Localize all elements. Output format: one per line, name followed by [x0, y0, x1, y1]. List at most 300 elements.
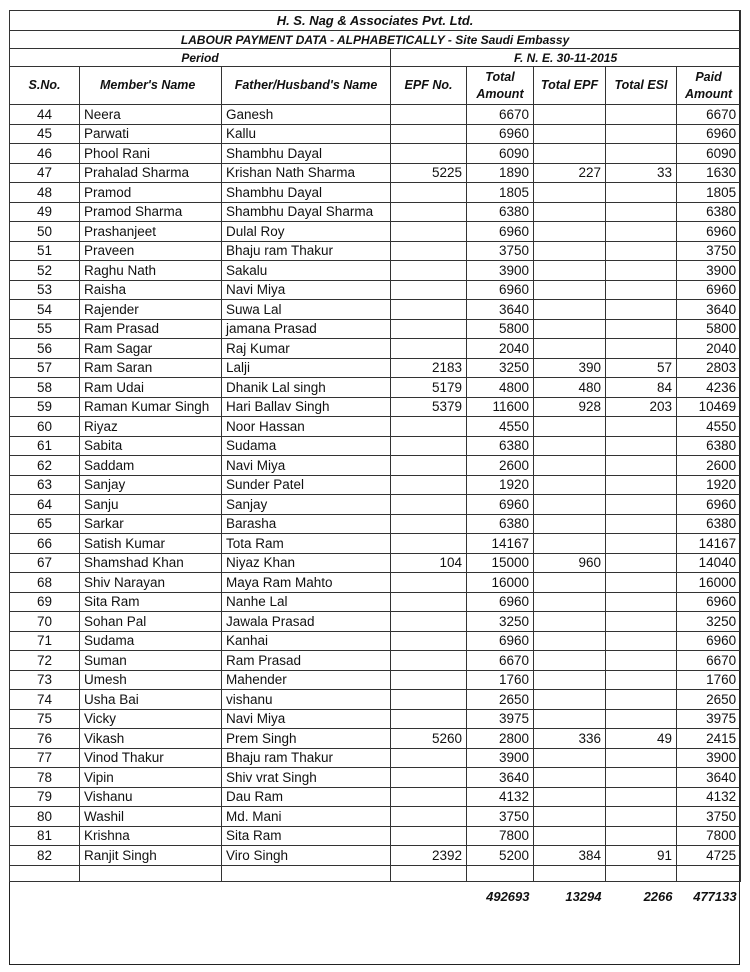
- row-paid-amount: 14040: [677, 553, 741, 573]
- row-sno: 48: [10, 183, 80, 203]
- row-total-epf: [534, 144, 606, 164]
- row-member-name: Vipin: [80, 768, 222, 788]
- row-total-amount: 6090: [467, 144, 534, 164]
- row-father-name: Sita Ram: [222, 826, 391, 846]
- table-row: [10, 163, 741, 183]
- row-epf-no: [391, 709, 467, 729]
- row-member-name: Ram Udai: [80, 378, 222, 398]
- row-member-name: Ram Prasad: [80, 319, 222, 339]
- row-sno: 77: [10, 748, 80, 768]
- row-father-name: Sunder Patel: [222, 475, 391, 495]
- row-paid-amount: 3900: [677, 261, 741, 281]
- row-paid-amount: 4725: [677, 846, 741, 866]
- row-epf-no: [391, 300, 467, 320]
- row-total-amount: 1760: [467, 670, 534, 690]
- row-total-amount: 6380: [467, 436, 534, 456]
- row-paid-amount: 10469: [677, 397, 741, 417]
- row-father-name: Shiv vrat Singh: [222, 768, 391, 788]
- row-epf-no: [391, 612, 467, 632]
- table-row: [10, 475, 741, 495]
- row-epf-no: [391, 787, 467, 807]
- row-total-amount: 2040: [467, 339, 534, 359]
- row-member-name: Usha Bai: [80, 690, 222, 710]
- row-total-esi: [606, 475, 677, 495]
- row-sno: 76: [10, 729, 80, 749]
- row-paid-amount: 2415: [677, 729, 741, 749]
- row-sno: 80: [10, 807, 80, 827]
- row-epf-no: [391, 222, 467, 242]
- row-total-epf: [534, 475, 606, 495]
- row-father-name: Ram Prasad: [222, 651, 391, 671]
- row-total-epf: [534, 417, 606, 437]
- row-paid-amount: 6380: [677, 514, 741, 534]
- table-row: [10, 280, 741, 300]
- row-total-esi: [606, 241, 677, 261]
- row-father-name: Ganesh: [222, 105, 391, 125]
- row-total-esi: [606, 553, 677, 573]
- row-member-name: Ram Saran: [80, 358, 222, 378]
- row-total-esi: 91: [606, 846, 677, 866]
- row-paid-amount: 6670: [677, 651, 741, 671]
- row-total-epf: [534, 105, 606, 125]
- row-epf-no: [391, 690, 467, 710]
- row-total-amount: 11600: [467, 397, 534, 417]
- row-total-epf: [534, 261, 606, 281]
- row-father-name: Krishan Nath Sharma: [222, 163, 391, 183]
- row-paid-amount: 6960: [677, 222, 741, 242]
- row-epf-no: [391, 417, 467, 437]
- row-father-name: Md. Mani: [222, 807, 391, 827]
- total-epf-sum: 13294: [534, 881, 606, 911]
- row-member-name: Prashanjeet: [80, 222, 222, 242]
- row-father-name: Sudama: [222, 436, 391, 456]
- row-epf-no: 2392: [391, 846, 467, 866]
- row-total-esi: [606, 183, 677, 203]
- row-member-name: Ram Sagar: [80, 339, 222, 359]
- row-epf-no: 104: [391, 553, 467, 573]
- row-total-epf: [534, 670, 606, 690]
- row-member-name: Riyaz: [80, 417, 222, 437]
- table-row: [10, 709, 741, 729]
- table-row: [10, 631, 741, 651]
- row-total-esi: [606, 787, 677, 807]
- row-epf-no: 5260: [391, 729, 467, 749]
- row-paid-amount: 6960: [677, 631, 741, 651]
- row-sno: 45: [10, 124, 80, 144]
- row-paid-amount: 14167: [677, 534, 741, 554]
- row-total-esi: [606, 417, 677, 437]
- row-total-amount: 15000: [467, 553, 534, 573]
- row-total-epf: [534, 592, 606, 612]
- row-total-amount: 3250: [467, 612, 534, 632]
- row-paid-amount: 3900: [677, 748, 741, 768]
- row-total-epf: [534, 514, 606, 534]
- table-row: [10, 397, 741, 417]
- row-total-epf: 390: [534, 358, 606, 378]
- row-total-epf: [534, 495, 606, 515]
- row-sno: 74: [10, 690, 80, 710]
- row-member-name: Pramod: [80, 183, 222, 203]
- row-total-esi: [606, 651, 677, 671]
- row-total-esi: [606, 534, 677, 554]
- row-total-epf: 384: [534, 846, 606, 866]
- row-total-amount: 3975: [467, 709, 534, 729]
- row-total-amount: 4550: [467, 417, 534, 437]
- row-total-epf: [534, 787, 606, 807]
- row-total-esi: [606, 339, 677, 359]
- row-sno: 55: [10, 319, 80, 339]
- row-member-name: Praveen: [80, 241, 222, 261]
- row-epf-no: 5225: [391, 163, 467, 183]
- row-member-name: Rajender: [80, 300, 222, 320]
- row-epf-no: [391, 651, 467, 671]
- row-total-amount: 6960: [467, 124, 534, 144]
- row-sno: 63: [10, 475, 80, 495]
- table-row: [10, 261, 741, 281]
- row-member-name: Umesh: [80, 670, 222, 690]
- row-total-amount: 3750: [467, 807, 534, 827]
- row-paid-amount: 16000: [677, 573, 741, 593]
- row-father-name: Shambhu Dayal Sharma: [222, 202, 391, 222]
- table-row: [10, 612, 741, 632]
- row-sno: 66: [10, 534, 80, 554]
- row-father-name: Bhaju ram Thakur: [222, 748, 391, 768]
- row-total-esi: [606, 144, 677, 164]
- table-row: [10, 495, 741, 515]
- row-father-name: Sanjay: [222, 495, 391, 515]
- row-father-name: jamana Prasad: [222, 319, 391, 339]
- row-paid-amount: 6380: [677, 436, 741, 456]
- row-sno: 59: [10, 397, 80, 417]
- row-sno: 72: [10, 651, 80, 671]
- row-total-amount: 6670: [467, 651, 534, 671]
- row-total-epf: 336: [534, 729, 606, 749]
- row-epf-no: [391, 631, 467, 651]
- row-epf-no: [391, 807, 467, 827]
- row-sno: 61: [10, 436, 80, 456]
- row-epf-no: [391, 241, 467, 261]
- spacer-row: [10, 865, 741, 881]
- row-paid-amount: 2803: [677, 358, 741, 378]
- table-row: [10, 202, 741, 222]
- row-paid-amount: 6960: [677, 280, 741, 300]
- row-epf-no: [391, 670, 467, 690]
- row-epf-no: [391, 319, 467, 339]
- row-sno: 68: [10, 573, 80, 593]
- row-paid-amount: 1630: [677, 163, 741, 183]
- table-row: [10, 651, 741, 671]
- row-paid-amount: 3750: [677, 807, 741, 827]
- row-total-epf: [534, 339, 606, 359]
- row-father-name: Barasha: [222, 514, 391, 534]
- table-row: [10, 573, 741, 593]
- row-member-name: Raisha: [80, 280, 222, 300]
- row-total-esi: [606, 807, 677, 827]
- row-total-amount: 4132: [467, 787, 534, 807]
- row-father-name: Raj Kumar: [222, 339, 391, 359]
- row-total-epf: [534, 807, 606, 827]
- row-total-epf: [534, 280, 606, 300]
- table-row: [10, 456, 741, 476]
- row-father-name: Navi Miya: [222, 709, 391, 729]
- row-epf-no: [391, 456, 467, 476]
- row-father-name: Navi Miya: [222, 280, 391, 300]
- row-member-name: Parwati: [80, 124, 222, 144]
- row-epf-no: [391, 768, 467, 788]
- table-row: [10, 690, 741, 710]
- table-row: [10, 144, 741, 164]
- table-row: [10, 358, 741, 378]
- row-epf-no: [391, 105, 467, 125]
- row-total-esi: 33: [606, 163, 677, 183]
- row-total-esi: [606, 261, 677, 281]
- row-epf-no: [391, 202, 467, 222]
- row-father-name: Dulal Roy: [222, 222, 391, 242]
- row-sno: 82: [10, 846, 80, 866]
- row-epf-no: [391, 183, 467, 203]
- row-total-epf: [534, 826, 606, 846]
- row-father-name: Prem Singh: [222, 729, 391, 749]
- table-row: [10, 826, 741, 846]
- row-father-name: Mahender: [222, 670, 391, 690]
- row-sno: 79: [10, 787, 80, 807]
- row-member-name: Vicky: [80, 709, 222, 729]
- row-total-esi: [606, 573, 677, 593]
- row-paid-amount: 4236: [677, 378, 741, 398]
- row-sno: 57: [10, 358, 80, 378]
- row-total-epf: [534, 300, 606, 320]
- table-body: [10, 105, 741, 866]
- row-sno: 65: [10, 514, 80, 534]
- row-father-name: Suwa Lal: [222, 300, 391, 320]
- row-total-esi: [606, 592, 677, 612]
- row-paid-amount: 6960: [677, 495, 741, 515]
- row-total-epf: [534, 690, 606, 710]
- row-total-amount: 6380: [467, 202, 534, 222]
- row-member-name: Phool Rani: [80, 144, 222, 164]
- row-sno: 52: [10, 261, 80, 281]
- row-member-name: Prahalad Sharma: [80, 163, 222, 183]
- row-paid-amount: 1920: [677, 475, 741, 495]
- row-total-epf: [534, 319, 606, 339]
- row-epf-no: 5379: [391, 397, 467, 417]
- total-esi-sum: 2266: [606, 881, 677, 911]
- row-epf-no: 5179: [391, 378, 467, 398]
- row-total-amount: 6380: [467, 514, 534, 534]
- row-member-name: Sanju: [80, 495, 222, 515]
- table-row: [10, 417, 741, 437]
- row-total-amount: 3750: [467, 241, 534, 261]
- col-paid-amount: Paid Amount: [677, 67, 741, 105]
- row-total-epf: [534, 241, 606, 261]
- row-total-amount: 4800: [467, 378, 534, 398]
- row-total-epf: [534, 651, 606, 671]
- row-sno: 62: [10, 456, 80, 476]
- total-amount-sum: 492693: [467, 881, 534, 911]
- row-member-name: Sanjay: [80, 475, 222, 495]
- row-total-epf: 480: [534, 378, 606, 398]
- row-total-esi: [606, 280, 677, 300]
- table-row: [10, 378, 741, 398]
- row-total-esi: [606, 709, 677, 729]
- row-paid-amount: 1805: [677, 183, 741, 203]
- table-row: [10, 846, 741, 866]
- row-paid-amount: 3640: [677, 300, 741, 320]
- row-sno: 54: [10, 300, 80, 320]
- row-epf-no: [391, 534, 467, 554]
- company-name: H. S. Nag & Associates Pvt. Ltd.: [10, 11, 741, 31]
- row-total-amount: 2600: [467, 456, 534, 476]
- row-epf-no: [391, 144, 467, 164]
- table-row: [10, 339, 741, 359]
- row-father-name: Maya Ram Mahto: [222, 573, 391, 593]
- table-row: [10, 124, 741, 144]
- row-total-esi: [606, 514, 677, 534]
- row-total-epf: [534, 709, 606, 729]
- row-total-esi: [606, 631, 677, 651]
- row-total-epf: [534, 456, 606, 476]
- row-paid-amount: 6960: [677, 592, 741, 612]
- row-total-amount: 3640: [467, 300, 534, 320]
- row-total-esi: [606, 222, 677, 242]
- row-sno: 47: [10, 163, 80, 183]
- row-total-amount: 14167: [467, 534, 534, 554]
- row-sno: 71: [10, 631, 80, 651]
- table-row: [10, 768, 741, 788]
- row-total-amount: 3900: [467, 261, 534, 281]
- row-paid-amount: 6960: [677, 124, 741, 144]
- row-paid-amount: 5800: [677, 319, 741, 339]
- row-paid-amount: 6090: [677, 144, 741, 164]
- row-total-amount: 1890: [467, 163, 534, 183]
- row-member-name: Shiv Narayan: [80, 573, 222, 593]
- row-father-name: Navi Miya: [222, 456, 391, 476]
- row-member-name: Sita Ram: [80, 592, 222, 612]
- row-father-name: Lalji: [222, 358, 391, 378]
- row-father-name: Niyaz Khan: [222, 553, 391, 573]
- table-row: [10, 300, 741, 320]
- row-total-epf: 960: [534, 553, 606, 573]
- row-total-esi: 49: [606, 729, 677, 749]
- row-father-name: Shambhu Dayal: [222, 144, 391, 164]
- col-sno: S.No.: [10, 67, 80, 105]
- row-member-name: Neera: [80, 105, 222, 125]
- row-paid-amount: 7800: [677, 826, 741, 846]
- row-paid-amount: 3250: [677, 612, 741, 632]
- row-sno: 50: [10, 222, 80, 242]
- row-father-name: vishanu: [222, 690, 391, 710]
- table-row: [10, 670, 741, 690]
- row-total-epf: [534, 222, 606, 242]
- table-row: [10, 514, 741, 534]
- row-member-name: Vishanu: [80, 787, 222, 807]
- table-row: [10, 436, 741, 456]
- row-epf-no: [391, 280, 467, 300]
- row-member-name: Raman Kumar Singh: [80, 397, 222, 417]
- row-sno: 64: [10, 495, 80, 515]
- row-total-amount: 6960: [467, 222, 534, 242]
- period-value: F. N. E. 30-11-2015: [391, 49, 741, 67]
- table-row: [10, 553, 741, 573]
- row-total-esi: 57: [606, 358, 677, 378]
- row-epf-no: [391, 826, 467, 846]
- table-row: [10, 241, 741, 261]
- row-total-epf: [534, 202, 606, 222]
- row-member-name: Raghu Nath: [80, 261, 222, 281]
- table-row: [10, 807, 741, 827]
- row-total-epf: [534, 534, 606, 554]
- row-total-amount: 6670: [467, 105, 534, 125]
- col-epf-no: EPF No.: [391, 67, 467, 105]
- row-total-epf: 928: [534, 397, 606, 417]
- row-total-esi: [606, 690, 677, 710]
- row-member-name: Sohan Pal: [80, 612, 222, 632]
- table-row: [10, 729, 741, 749]
- row-sno: 44: [10, 105, 80, 125]
- row-paid-amount: 6380: [677, 202, 741, 222]
- table-row: [10, 183, 741, 203]
- row-member-name: Pramod Sharma: [80, 202, 222, 222]
- table-row: [10, 534, 741, 554]
- row-total-esi: [606, 105, 677, 125]
- row-epf-no: [391, 592, 467, 612]
- row-epf-no: [391, 748, 467, 768]
- row-total-esi: 203: [606, 397, 677, 417]
- totals-row: [10, 881, 741, 911]
- row-total-esi: [606, 300, 677, 320]
- row-epf-no: [391, 124, 467, 144]
- row-total-epf: [534, 183, 606, 203]
- row-total-amount: 5200: [467, 846, 534, 866]
- row-sno: 81: [10, 826, 80, 846]
- row-total-epf: [534, 748, 606, 768]
- row-epf-no: 2183: [391, 358, 467, 378]
- row-total-epf: [534, 124, 606, 144]
- row-sno: 60: [10, 417, 80, 437]
- row-member-name: Sudama: [80, 631, 222, 651]
- row-paid-amount: 3750: [677, 241, 741, 261]
- row-total-epf: [534, 436, 606, 456]
- row-member-name: Vinod Thakur: [80, 748, 222, 768]
- row-member-name: Krishna: [80, 826, 222, 846]
- row-epf-no: [391, 475, 467, 495]
- row-paid-amount: 4550: [677, 417, 741, 437]
- row-total-amount: 6960: [467, 280, 534, 300]
- period-label: Period: [10, 49, 391, 67]
- row-father-name: Nanhe Lal: [222, 592, 391, 612]
- row-total-esi: [606, 612, 677, 632]
- row-total-epf: [534, 612, 606, 632]
- row-total-amount: 7800: [467, 826, 534, 846]
- row-total-esi: [606, 826, 677, 846]
- row-total-amount: 2650: [467, 690, 534, 710]
- row-member-name: Ranjit Singh: [80, 846, 222, 866]
- row-total-esi: 84: [606, 378, 677, 398]
- row-member-name: Satish Kumar: [80, 534, 222, 554]
- row-epf-no: [391, 436, 467, 456]
- row-father-name: Viro Singh: [222, 846, 391, 866]
- row-sno: 51: [10, 241, 80, 261]
- row-paid-amount: 3975: [677, 709, 741, 729]
- row-total-amount: 3640: [467, 768, 534, 788]
- row-father-name: Kallu: [222, 124, 391, 144]
- row-total-esi: [606, 202, 677, 222]
- row-total-amount: 6960: [467, 495, 534, 515]
- row-total-esi: [606, 456, 677, 476]
- row-member-name: Sabita: [80, 436, 222, 456]
- row-sno: 75: [10, 709, 80, 729]
- row-epf-no: [391, 495, 467, 515]
